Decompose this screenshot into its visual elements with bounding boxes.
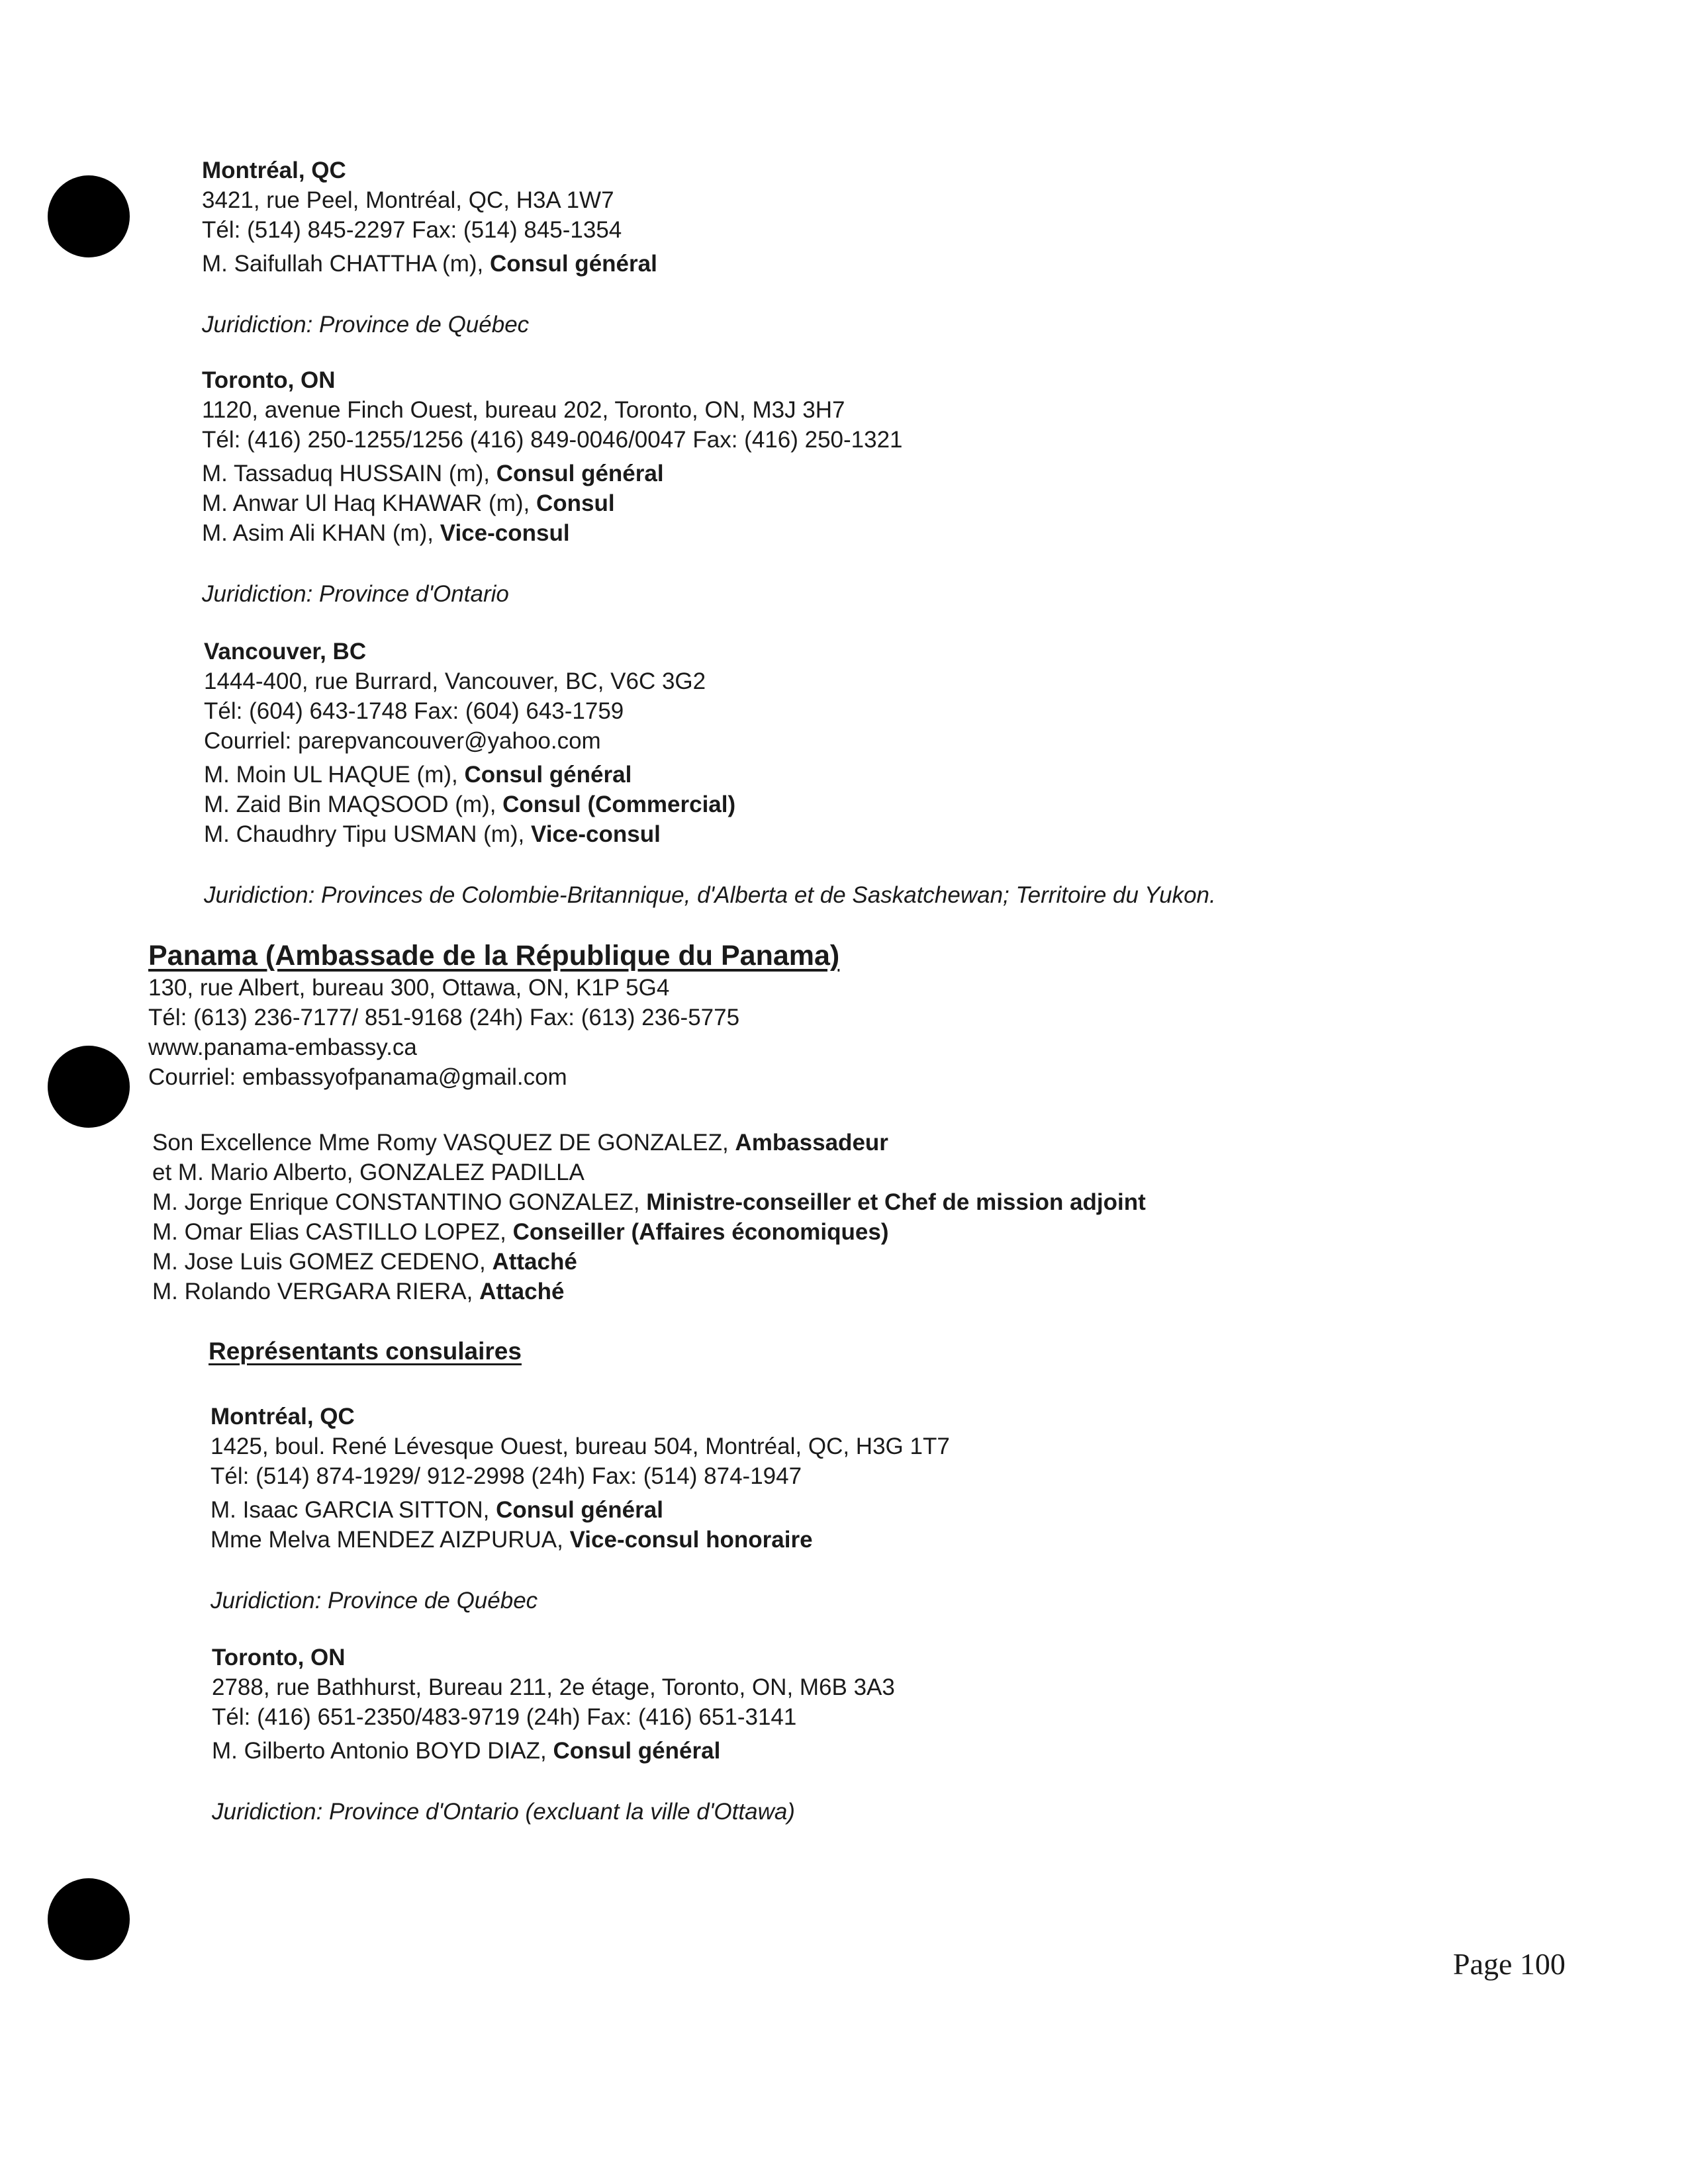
consulate-phone: Tél: (416) 651-2350/483-9719 (24h) Fax: (416) 651-3141 (212, 1704, 797, 1730)
consulate-phone: Tél: (416) 250-1255/1256 (416) 849-0046/0047 Fax: (416) 250-1321 (202, 427, 903, 453)
page-number: Page 100 (1453, 1947, 1566, 1981)
consulate-address: 1425, boul. René Lévesque Ouest, bureau 504, Montréal, QC, H3G 1T7 (211, 1433, 950, 1459)
embassy-address: 130, rue Albert, bureau 300, Ottawa, ON, K1P 5G4 (148, 975, 670, 1001)
staff-entry: M. Tassaduq HUSSAIN (m), Consul général (202, 461, 664, 486)
staff-entry: M. Isaac GARCIA SITTON, Consul général (211, 1497, 663, 1523)
consulate-address: 2788, rue Bathhurst, Bureau 211, 2e étage, Toronto, ON, M6B 3A3 (212, 1674, 895, 1700)
consulate-city: Montréal, QC (211, 1404, 355, 1430)
embassy-staff-list (152, 1128, 1609, 1306)
jurisdiction-note: Juridiction: Province d'Ontario (excluant la ville d'Ottawa) (212, 1799, 795, 1825)
binder-hole-bottom (48, 1878, 130, 1960)
staff-entry: et M. Mario Alberto, GONZALEZ PADILLA (152, 1160, 585, 1185)
consulate-city: Montréal, QC (202, 158, 346, 183)
consulate-city: Toronto, ON (212, 1645, 346, 1670)
consulate-vancouver (204, 637, 1660, 910)
embassy-heading: Panama (Ambassade de la République du Panama) (148, 940, 840, 972)
consulate-montreal (202, 156, 1658, 340)
staff-entry: M. Zaid Bin MAQSOOD (m), Consul (Commercial) (204, 792, 736, 817)
staff-entry: M. Moin UL HAQUE (m), Consul général (204, 762, 632, 788)
staff-entry: M. Anwar Ul Haq KHAWAR (m), Consul (202, 490, 615, 516)
staff-entry: M. Asim Ali KHAN (m), Vice-consul (202, 520, 570, 546)
panama-consulate-montreal (211, 1402, 1667, 1615)
consular-representatives-heading-block (209, 1336, 1665, 1367)
staff-entry: M. Omar Elias CASTILLO LOPEZ, Conseiller (Affaires économiques) (152, 1219, 889, 1245)
embassy-panama (148, 938, 1605, 1092)
consulate-phone: Tél: (604) 643-1748 Fax: (604) 643-1759 (204, 698, 624, 724)
staff-entry: Mme Melva MENDEZ AIZPURUA, Vice-consul honoraire (211, 1527, 813, 1553)
staff-entry: M. Jorge Enrique CONSTANTINO GONZALEZ, Ministre-conseiller et Chef de mission adjoint (152, 1189, 1146, 1215)
consulate-toronto (202, 365, 1658, 609)
panama-consulate-toronto (212, 1643, 1668, 1827)
staff-entry: M. Rolando VERGARA RIERA, Attaché (152, 1279, 565, 1304)
staff-entry: M. Jose Luis GOMEZ CEDENO, Attaché (152, 1249, 577, 1275)
consular-heading: Représentants consulaires (209, 1338, 522, 1365)
embassy-email: Courriel: embassyofpanama@gmail.com (148, 1064, 567, 1090)
jurisdiction-note: Juridiction: Province de Québec (202, 312, 530, 338)
consulate-phone: Tél: (514) 874-1929/ 912-2998 (24h) Fax: (514) 874-1947 (211, 1463, 802, 1489)
embassy-website: www.panama-embassy.ca (148, 1034, 417, 1060)
staff-entry: M. Gilberto Antonio BOYD DIAZ, Consul général (212, 1738, 721, 1764)
consulate-phone: Tél: (514) 845-2297 Fax: (514) 845-1354 (202, 217, 622, 243)
staff-entry: M. Saifullah CHATTHA (m), Consul général (202, 251, 657, 277)
consulate-email: Courriel: parepvancouver@yahoo.com (204, 728, 601, 754)
consulate-address: 3421, rue Peel, Montréal, QC, H3A 1W7 (202, 187, 614, 213)
consulate-city: Vancouver, BC (204, 639, 367, 664)
consulate-address: 1444-400, rue Burrard, Vancouver, BC, V6C 3G2 (204, 668, 706, 694)
staff-entry: Son Excellence Mme Romy VASQUEZ DE GONZALEZ, Ambassadeur (152, 1130, 888, 1156)
staff-entry: M. Chaudhry Tipu USMAN (m), Vice-consul (204, 821, 661, 847)
binder-hole-top (48, 175, 130, 257)
jurisdiction-note: Juridiction: Province de Québec (211, 1588, 538, 1614)
embassy-phone: Tél: (613) 236-7177/ 851-9168 (24h) Fax: (613) 236-5775 (148, 1005, 740, 1030)
consulate-address: 1120, avenue Finch Ouest, bureau 202, Toronto, ON, M3J 3H7 (202, 397, 845, 423)
jurisdiction-note: Juridiction: Province d'Ontario (202, 581, 509, 607)
consulate-city: Toronto, ON (202, 367, 336, 393)
binder-hole-middle (48, 1046, 130, 1128)
jurisdiction-note: Juridiction: Provinces de Colombie-Britannique, d'Alberta et de Saskatchewan; Territoire du Yukon. (204, 882, 1216, 908)
